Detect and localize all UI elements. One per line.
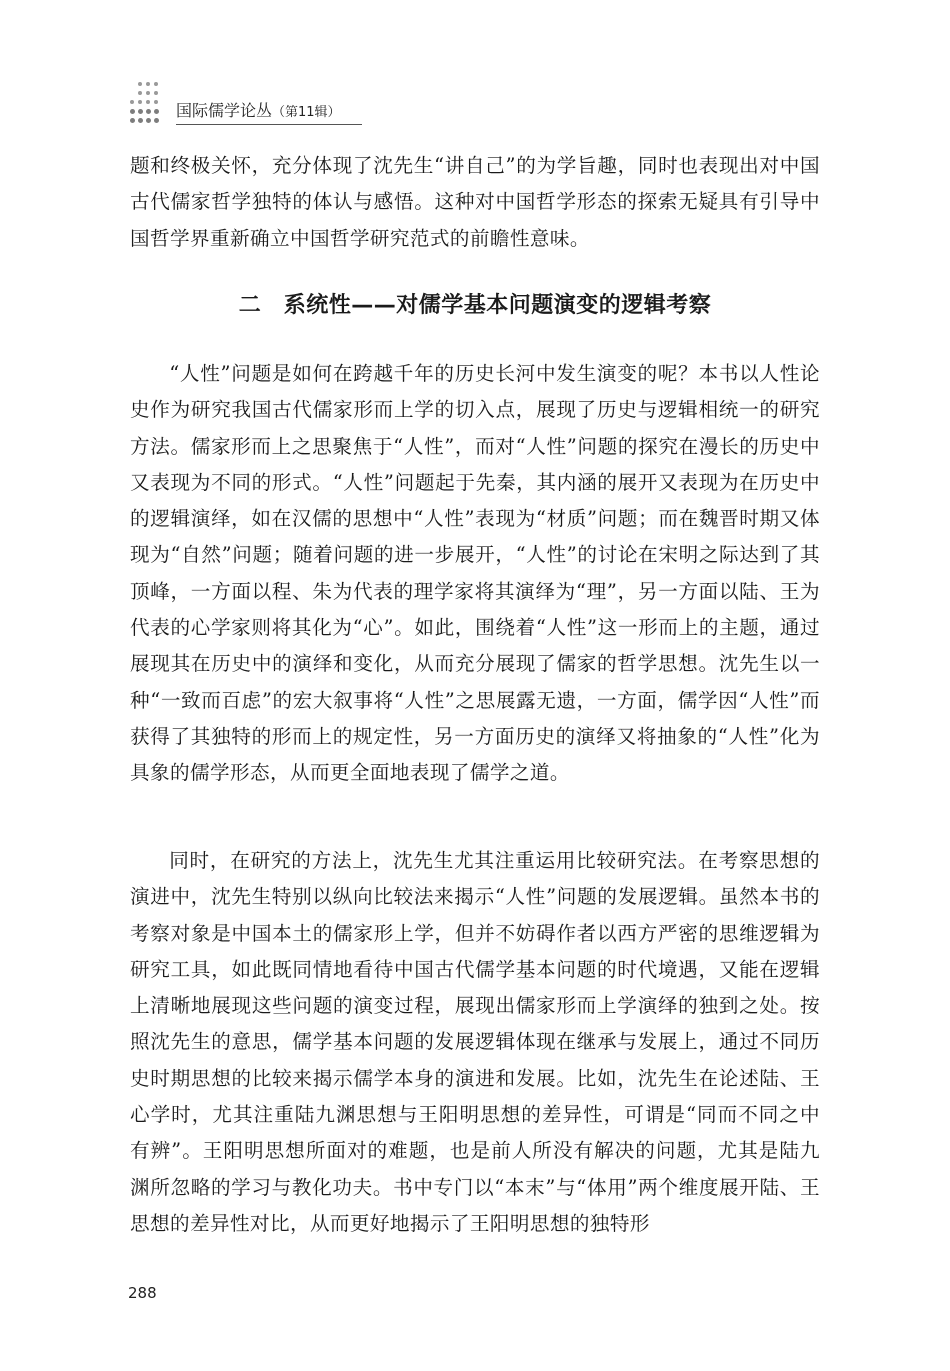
paragraph-continuation: 题和终极关怀，充分体现了沈先生“讲自己”的为学旨趣，同时也表现出对中国古代儒家哲学独特的体认与感悟。这种对中国哲学形态的探索无疑具有引导中国哲学界重新确立中国哲学研究范式的前瞻性意味。 — [130, 154, 820, 250]
page-number: 288 — [128, 1284, 157, 1302]
ornament-dot — [146, 118, 151, 123]
ornament-dot — [154, 118, 159, 123]
ornament-dot — [138, 91, 142, 95]
journal-running-head — [176, 98, 341, 121]
ornament-dot — [146, 100, 150, 104]
ornament-dot — [138, 82, 142, 86]
ornament-dot — [146, 82, 150, 86]
dot-grid-ornament-icon — [130, 80, 164, 126]
header-rule — [176, 124, 362, 125]
ornament-dot — [130, 109, 135, 114]
ornament-dot — [138, 109, 143, 114]
ornament-dot — [154, 100, 158, 104]
running-header — [130, 80, 370, 130]
paragraph-human-nature: “人性”问题是如何在跨越千年的历史长河中发生演变的呢？本书以人性论史作为研究我国古代儒家形而上学的切入点，展现了历史与逻辑相统一的研究方法。儒家形而上之思聚焦于“人性”，而对“人性”问题的探究在漫长的历史中又表现为不同的形式。“人性”问题起于先秦，其内涵的展开又表现为在历史中的逻辑演绎，如在汉儒的思想中“人性”表现为“材质”问题；而在魏晋时期又体现为“自然”问题；随着问题的进一步展开，“人性”的讨论在宋明之际达到了其顶峰，一方面以程、朱为代表的理学家将其演绎为“理”，另一方面以陆、王为代表的心学家则将其化为“心”。如此，围绕着“人性”这一形而上的主题，通过展现其在历史中的演绎和变化，从而充分展现了儒家的哲学思想。沈先生以一种“一致而百虑”的宏大叙事将“人性”之思展露无遗，一方面，儒学因“人性”而获得了其独特的形而上的规定性，另一方面历史的演绎又将抽象的“人性”化为具象的儒学形态，从而更全面地表现了儒学之道。 — [130, 362, 820, 785]
ornament-dot — [138, 118, 143, 123]
paragraph-comparative-method: 同时，在研究的方法上，沈先生尤其注重运用比较研究法。在考察思想的演进中，沈先生特别以纵向比较法来揭示“人性”问题的发展逻辑。虽然本书的考察对象是中国本土的儒家形上学，但并不妨碍作者以西方严密的思维逻辑为研究工具，如此既同情地看待中国古代儒学基本问题的时代境遇，又能在逻辑上清晰地展现这些问题的演变过程，展现出儒家形而上学演绎的独到之处。按照沈先生的意思，儒学基本问题的发展逻辑体现在继承与发展上，通过不同历史时期思想的比较来揭示儒学本身的演进和发展。比如，沈先生在论述陆、王心学时，尤其注重陆九渊思想与王阳明思想的差异性，可谓是“同而不同之中有辨”。王阳明思想所面对的难题，也是前人所没有解决的问题，尤其是陆九渊所忽略的学习与教化功夫。书中专门以“本末”与“体用”两个维度展开陆、王思想的差异性对比，从而更好地揭示了王阳明思想的独特形 — [130, 849, 820, 1235]
ornament-dot — [154, 91, 158, 95]
ornament-dot — [146, 91, 150, 95]
section-heading: 二 系统性——对儒学基本问题演变的逻辑考察 — [238, 293, 712, 318]
ornament-dot — [154, 109, 159, 114]
ornament-dot — [130, 100, 134, 104]
ornament-dot — [146, 109, 151, 114]
ornament-dot — [138, 100, 142, 104]
ornament-dot — [130, 118, 135, 123]
journal-issue: （第11辑） — [272, 105, 341, 120]
ornament-dot — [154, 82, 158, 86]
journal-title: 国际儒学论丛 — [176, 101, 273, 120]
